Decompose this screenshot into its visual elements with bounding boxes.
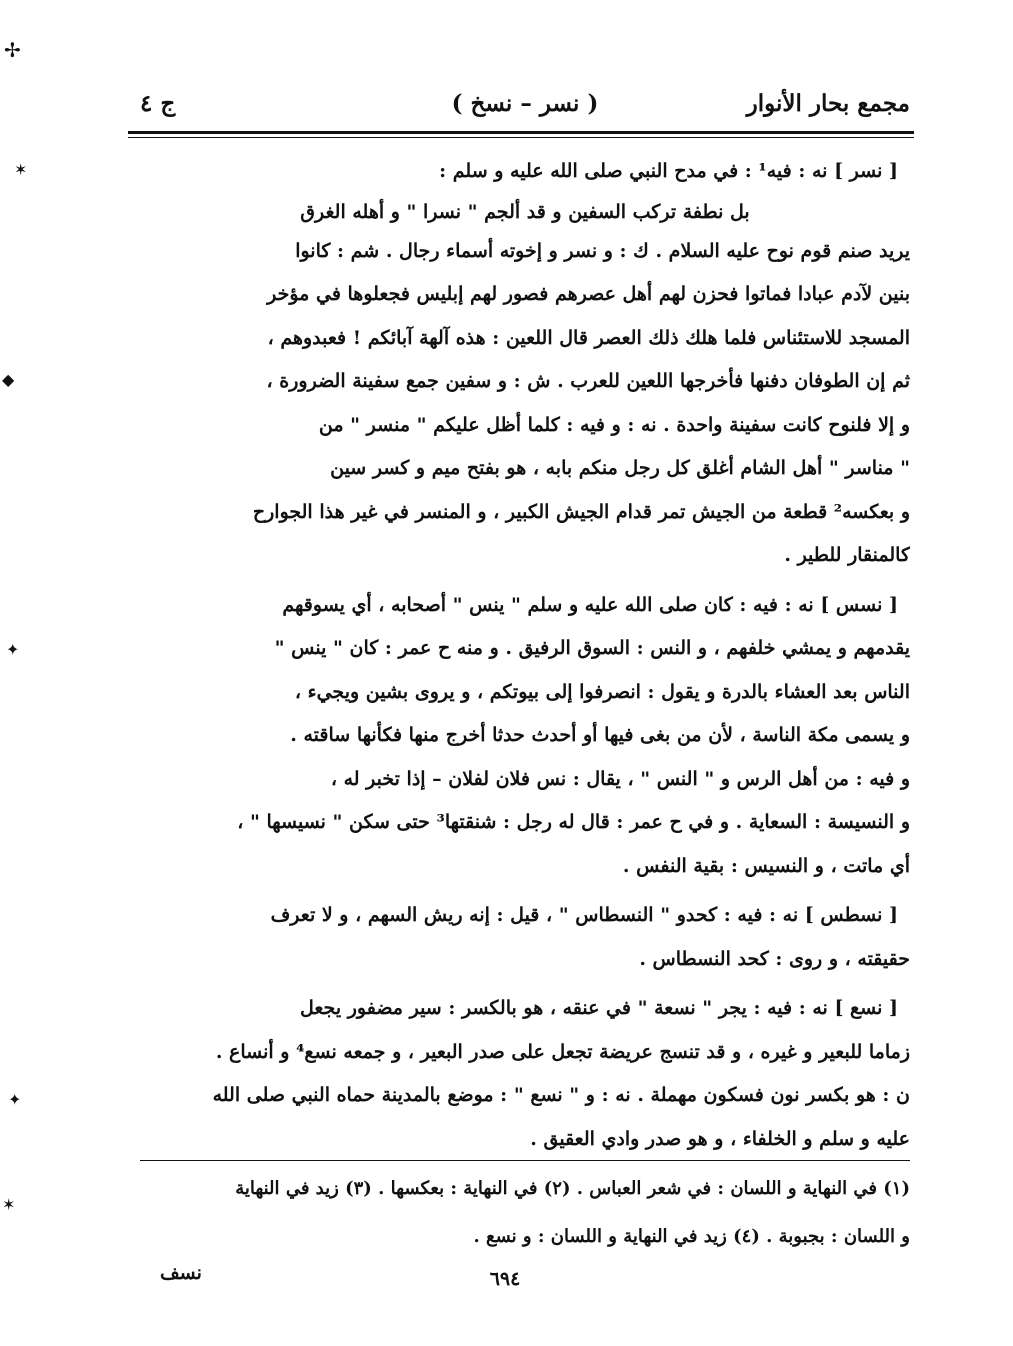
header-rule-thin: [128, 137, 914, 138]
margin-mark-icon: ✦: [6, 640, 20, 659]
text-line: كالمنقار للطير .: [784, 544, 910, 566]
header-rule-thick: [128, 131, 914, 134]
entry-headword-line: [ نسطس ] نه : فيه : كحدو " النسطاس " ، قيل : إنه ريش السهم ، و لا تعرف: [270, 904, 898, 926]
catchword: نسف: [160, 1262, 202, 1284]
text-line: عليه و سلم و الخلفاء ، و هو صدر وادي العقيق .: [530, 1127, 910, 1150]
margin-mark-icon: ✶: [2, 1195, 16, 1214]
text-line: ثم إن الطوفان دفنها فأخرجها اللعين للعرب . ش : و سفين جمع سفينة الضرورة ،: [266, 370, 910, 392]
text-line: و إلا فلنوح كانت سفينة واحدة . نه : و فيه : كلما أظل عليكم " منسر " من: [318, 413, 910, 436]
volume-label: ج ٤: [140, 90, 176, 117]
text-line: ن : هو بكسر نون فسكون مهملة . نه : و " نسع " : موضع بالمدينة حماه النبي صلى الله: [212, 1084, 910, 1106]
footnote-separator: [140, 1160, 910, 1161]
footnotes: [140, 1165, 910, 1261]
page-number: ٦٩٤: [489, 1268, 521, 1290]
text-line: المسجد للاستئناس فلما هلك ذلك العصر قال اللعين : هذه آلهة آبائكم ! فعبدوهم ،: [267, 326, 910, 349]
footnote-line: (١) في النهاية و اللسان : في شعر العباس . (٢) في النهاية : بعكسها . (٣) زيد في النهاية: [235, 1178, 910, 1199]
text-line: أي ماتت ، و النسيس : بقية النفس .: [622, 854, 910, 877]
text-line: الناس بعد العشاء بالدرة و يقول : انصرفوا إلى بيوتكم ، و يروى بشين ويجيء ،: [294, 680, 910, 703]
text-line: يقدمهم و يمشي خلفهم ، و النس : السوق الرفيق . و منه ح عمر : كان " ينس ": [274, 637, 910, 659]
entry-headword-line: [ نسع ] نه : فيه : يجر " نسعة " في عنقه ، هو بالكسر : سير مضفور يجعل: [300, 997, 898, 1019]
running-header: [140, 86, 910, 126]
text-line: بنين لآدم عبادا فماتوا فحزن لهم أهل عصرهم فصور لهم إبليس فجعلوها في مؤخر: [267, 283, 910, 305]
entry-headword-line: [ نسس ] نه : فيه : كان صلى الله عليه و سلم " ينس " أصحابه ، أي يسوقهم: [282, 593, 898, 616]
verse-line: بل نطفة تركب السفين و قد ألجم " نسرا " و أهله الغرق: [300, 200, 750, 223]
margin-mark-icon: ✦: [8, 1090, 22, 1109]
text-line: و بعكسه² قطعة من الجيش تمر قدام الجيش الكبير ، و المنسر في غير هذا الجوارح: [252, 500, 910, 523]
main-text: [140, 150, 910, 1161]
text-line: و النسيسة : السعاية . و في ح عمر : قال له رجل : شنقتها³ حتى سكن " نسيسها " ،: [237, 811, 910, 833]
text-line: زماما للبعير و غيره ، و قد تنسج عريضة تجعل على صدر البعير ، و جمعه نسع⁴ و أنساع .: [215, 1040, 910, 1063]
root-range: ( نسر – نسخ ): [451, 90, 599, 117]
text-line: يريد صنم قوم نوح عليه السلام . ك : و نسر و إخوته أسماء رجال . شم : كانوا: [295, 239, 910, 262]
margin-mark-icon: ✶: [14, 160, 28, 179]
text-line: حقيقته ، و روى : كحد النسطاس .: [639, 947, 910, 970]
book-title: مجمع بحار الأنوار: [746, 90, 910, 117]
text-line: " مناسر " أهل الشام أغلق كل رجل منكم بابه ، هو بفتح ميم و كسر سين: [330, 457, 910, 479]
footnote-line: و اللسان : بجبوبة . (٤) زيد في النهاية و اللسان : و نسع .: [473, 1226, 910, 1247]
margin-mark-icon: ◆: [2, 370, 15, 389]
entry-headword-line: [ نسر ] نه : فيه¹ : في مدح النبي صلى الله عليه و سلم :: [439, 160, 898, 182]
text-line: و فيه : من أهل الرس و " النس " ، يقال : نس فلان لفلان – إذا تخبر له ،: [330, 767, 910, 790]
margin-mark-icon: ✢: [4, 38, 21, 62]
text-line: و يسمى مكة الناسة ، لأن من بغى فيها أو أحدث حدثا أخرج منها فكأنها ساقته .: [290, 724, 910, 746]
